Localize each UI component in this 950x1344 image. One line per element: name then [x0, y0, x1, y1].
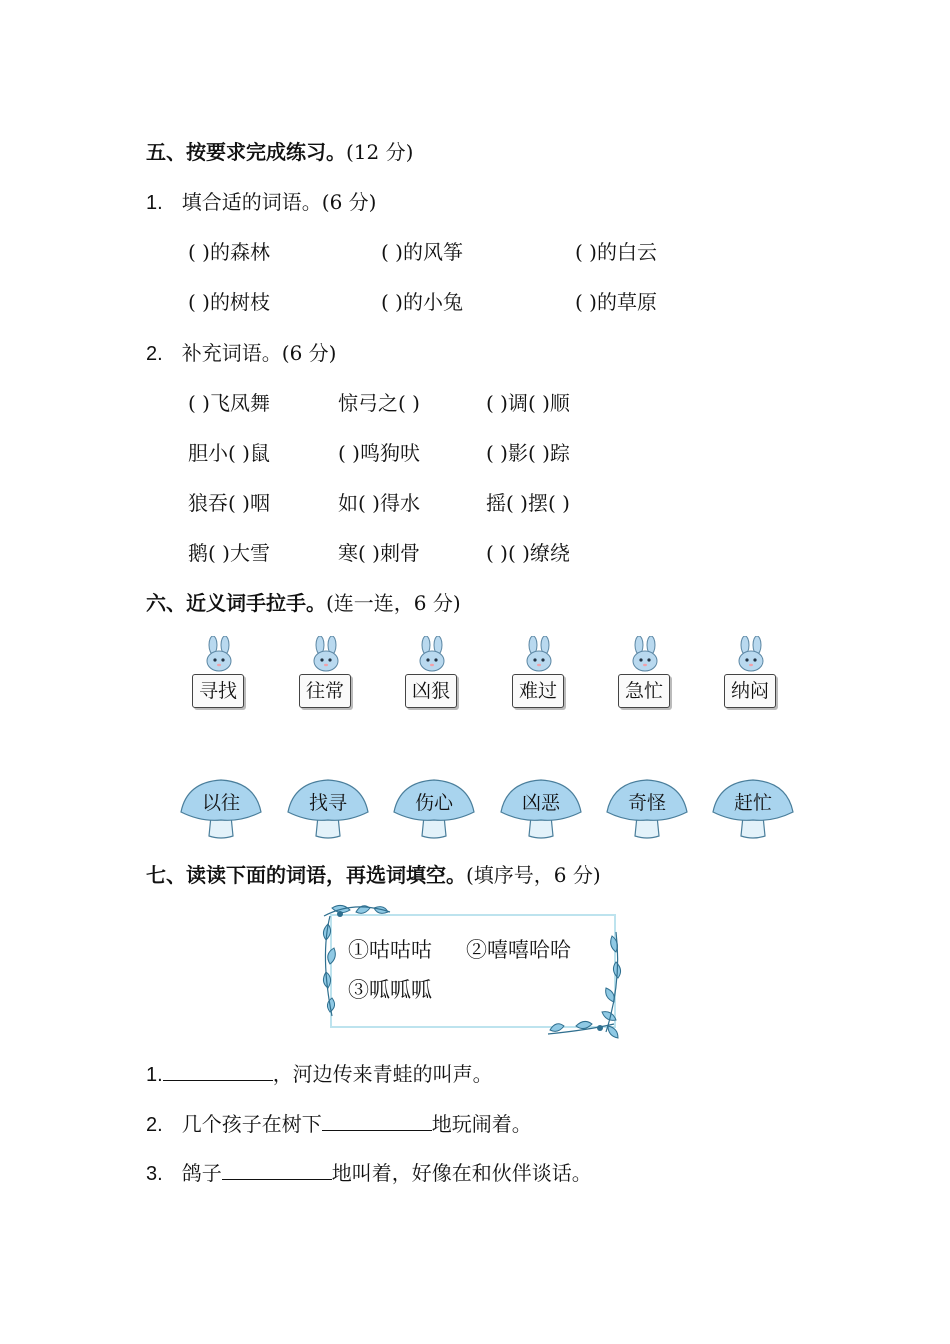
answer-blank[interactable]: [163, 1080, 273, 1081]
section-5-title: 五、按要求完成练习。: [146, 140, 346, 164]
mushroom-word-card[interactable]: [179, 776, 263, 840]
bunny-icon: [202, 636, 236, 674]
answer-blank[interactable]: [222, 1179, 332, 1180]
mushroom-word-card[interactable]: [605, 776, 689, 840]
section-6-heading: [146, 587, 461, 616]
fill-item[interactable]: ( )的风筝: [381, 240, 463, 264]
sentence-before: 鸽子: [181, 1161, 222, 1185]
fill-item[interactable]: ( )的树枝: [188, 290, 270, 314]
section-7-heading: [146, 859, 601, 888]
question-5-1: [146, 186, 376, 215]
fill-item[interactable]: ( )的小兔: [381, 290, 463, 314]
sentence-after: 地叫着，好像在和伙伴谈话。: [331, 1161, 592, 1185]
fill-item[interactable]: ( )的草原: [575, 290, 657, 314]
section-7-score: (填序号，6 分): [466, 863, 601, 887]
idiom-item[interactable]: ( )飞凤舞: [188, 391, 270, 415]
top-word: 凶狠: [405, 674, 457, 708]
sentence-number: 1.: [146, 1064, 163, 1086]
top-word: 急忙: [618, 674, 670, 708]
idiom-item[interactable]: ( )鸣狗吠: [338, 441, 420, 465]
sentence-after: ，河边传来青蛙的叫声。: [272, 1062, 493, 1086]
mushroom-word-card[interactable]: [499, 776, 583, 840]
bottom-word: 凶恶: [521, 792, 560, 814]
mushroom-word-card[interactable]: [711, 776, 795, 840]
sentence-number: 2.: [146, 1114, 163, 1136]
section-6-score: (连一连，6 分): [326, 591, 461, 615]
bunny-word-card[interactable]: [512, 636, 566, 708]
bottom-word: 以往: [201, 792, 240, 814]
idiom-item[interactable]: 胆小( )鼠: [188, 441, 270, 465]
idiom-item[interactable]: 惊弓之( ): [338, 391, 420, 415]
question-number: 1.: [146, 192, 163, 214]
bunny-word-card[interactable]: [192, 636, 246, 708]
answer-blank[interactable]: [322, 1130, 432, 1131]
bottom-word: 奇怪: [627, 792, 666, 814]
idiom-item[interactable]: 如( )得水: [338, 491, 420, 515]
mushroom-word-card[interactable]: [286, 776, 370, 840]
question-text: 补充词语。(6 分): [181, 341, 337, 365]
top-word: 寻找: [192, 674, 244, 708]
option-3: ③呱呱呱: [348, 978, 432, 1002]
question-text: 填合适的词语。(6 分): [181, 190, 377, 214]
top-word: 往常: [299, 674, 351, 708]
bunny-word-card[interactable]: [299, 636, 353, 708]
sentence-2: [146, 1108, 532, 1137]
question-number: 2.: [146, 343, 163, 365]
section-7-title: 七、读读下面的词语，再选词填空。: [146, 863, 466, 887]
top-word: 纳闷: [724, 674, 776, 708]
bunny-icon: [415, 636, 449, 674]
sentence-after: 地玩闹着。: [431, 1112, 532, 1136]
idiom-item[interactable]: 鹅( )大雪: [188, 541, 270, 565]
bunny-icon: [628, 636, 662, 674]
sentence-3: [146, 1157, 592, 1186]
option-2: ②嘻嘻哈哈: [466, 938, 571, 962]
idiom-item[interactable]: ( )影( )踪: [486, 441, 570, 465]
section-5-heading: [146, 136, 413, 165]
bottom-word: 伤心: [414, 792, 453, 814]
bunny-word-card[interactable]: [405, 636, 459, 708]
bunny-word-card[interactable]: [724, 636, 778, 708]
bunny-word-card[interactable]: [618, 636, 672, 708]
bunny-icon: [309, 636, 343, 674]
sentence-before: 几个孩子在树下: [181, 1112, 322, 1136]
idiom-item[interactable]: 狼吞( )咽: [188, 491, 270, 515]
section-5-score: (12 分): [346, 140, 414, 164]
fill-item[interactable]: ( )的森林: [188, 240, 270, 264]
sentence-1: [146, 1058, 493, 1087]
bunny-icon: [734, 636, 768, 674]
vine-decoration-icon: [318, 902, 628, 1042]
fill-item[interactable]: ( )的白云: [575, 240, 657, 264]
section-6-title: 六、近义词手拉手。: [146, 591, 326, 615]
idiom-item[interactable]: 寒( )刺骨: [338, 541, 420, 565]
idiom-item[interactable]: 摇( )摆( ): [486, 491, 570, 515]
option-1: ①咕咕咕: [348, 938, 432, 962]
question-5-2: [146, 337, 336, 366]
top-word: 难过: [512, 674, 564, 708]
bunny-icon: [522, 636, 556, 674]
sentence-number: 3.: [146, 1163, 163, 1185]
idiom-item[interactable]: ( )调( )顺: [486, 391, 570, 415]
bottom-word: 赶忙: [733, 792, 772, 814]
idiom-item[interactable]: ( )( )缭绕: [486, 541, 570, 565]
bottom-word: 找寻: [308, 792, 347, 814]
mushroom-word-card[interactable]: [392, 776, 476, 840]
